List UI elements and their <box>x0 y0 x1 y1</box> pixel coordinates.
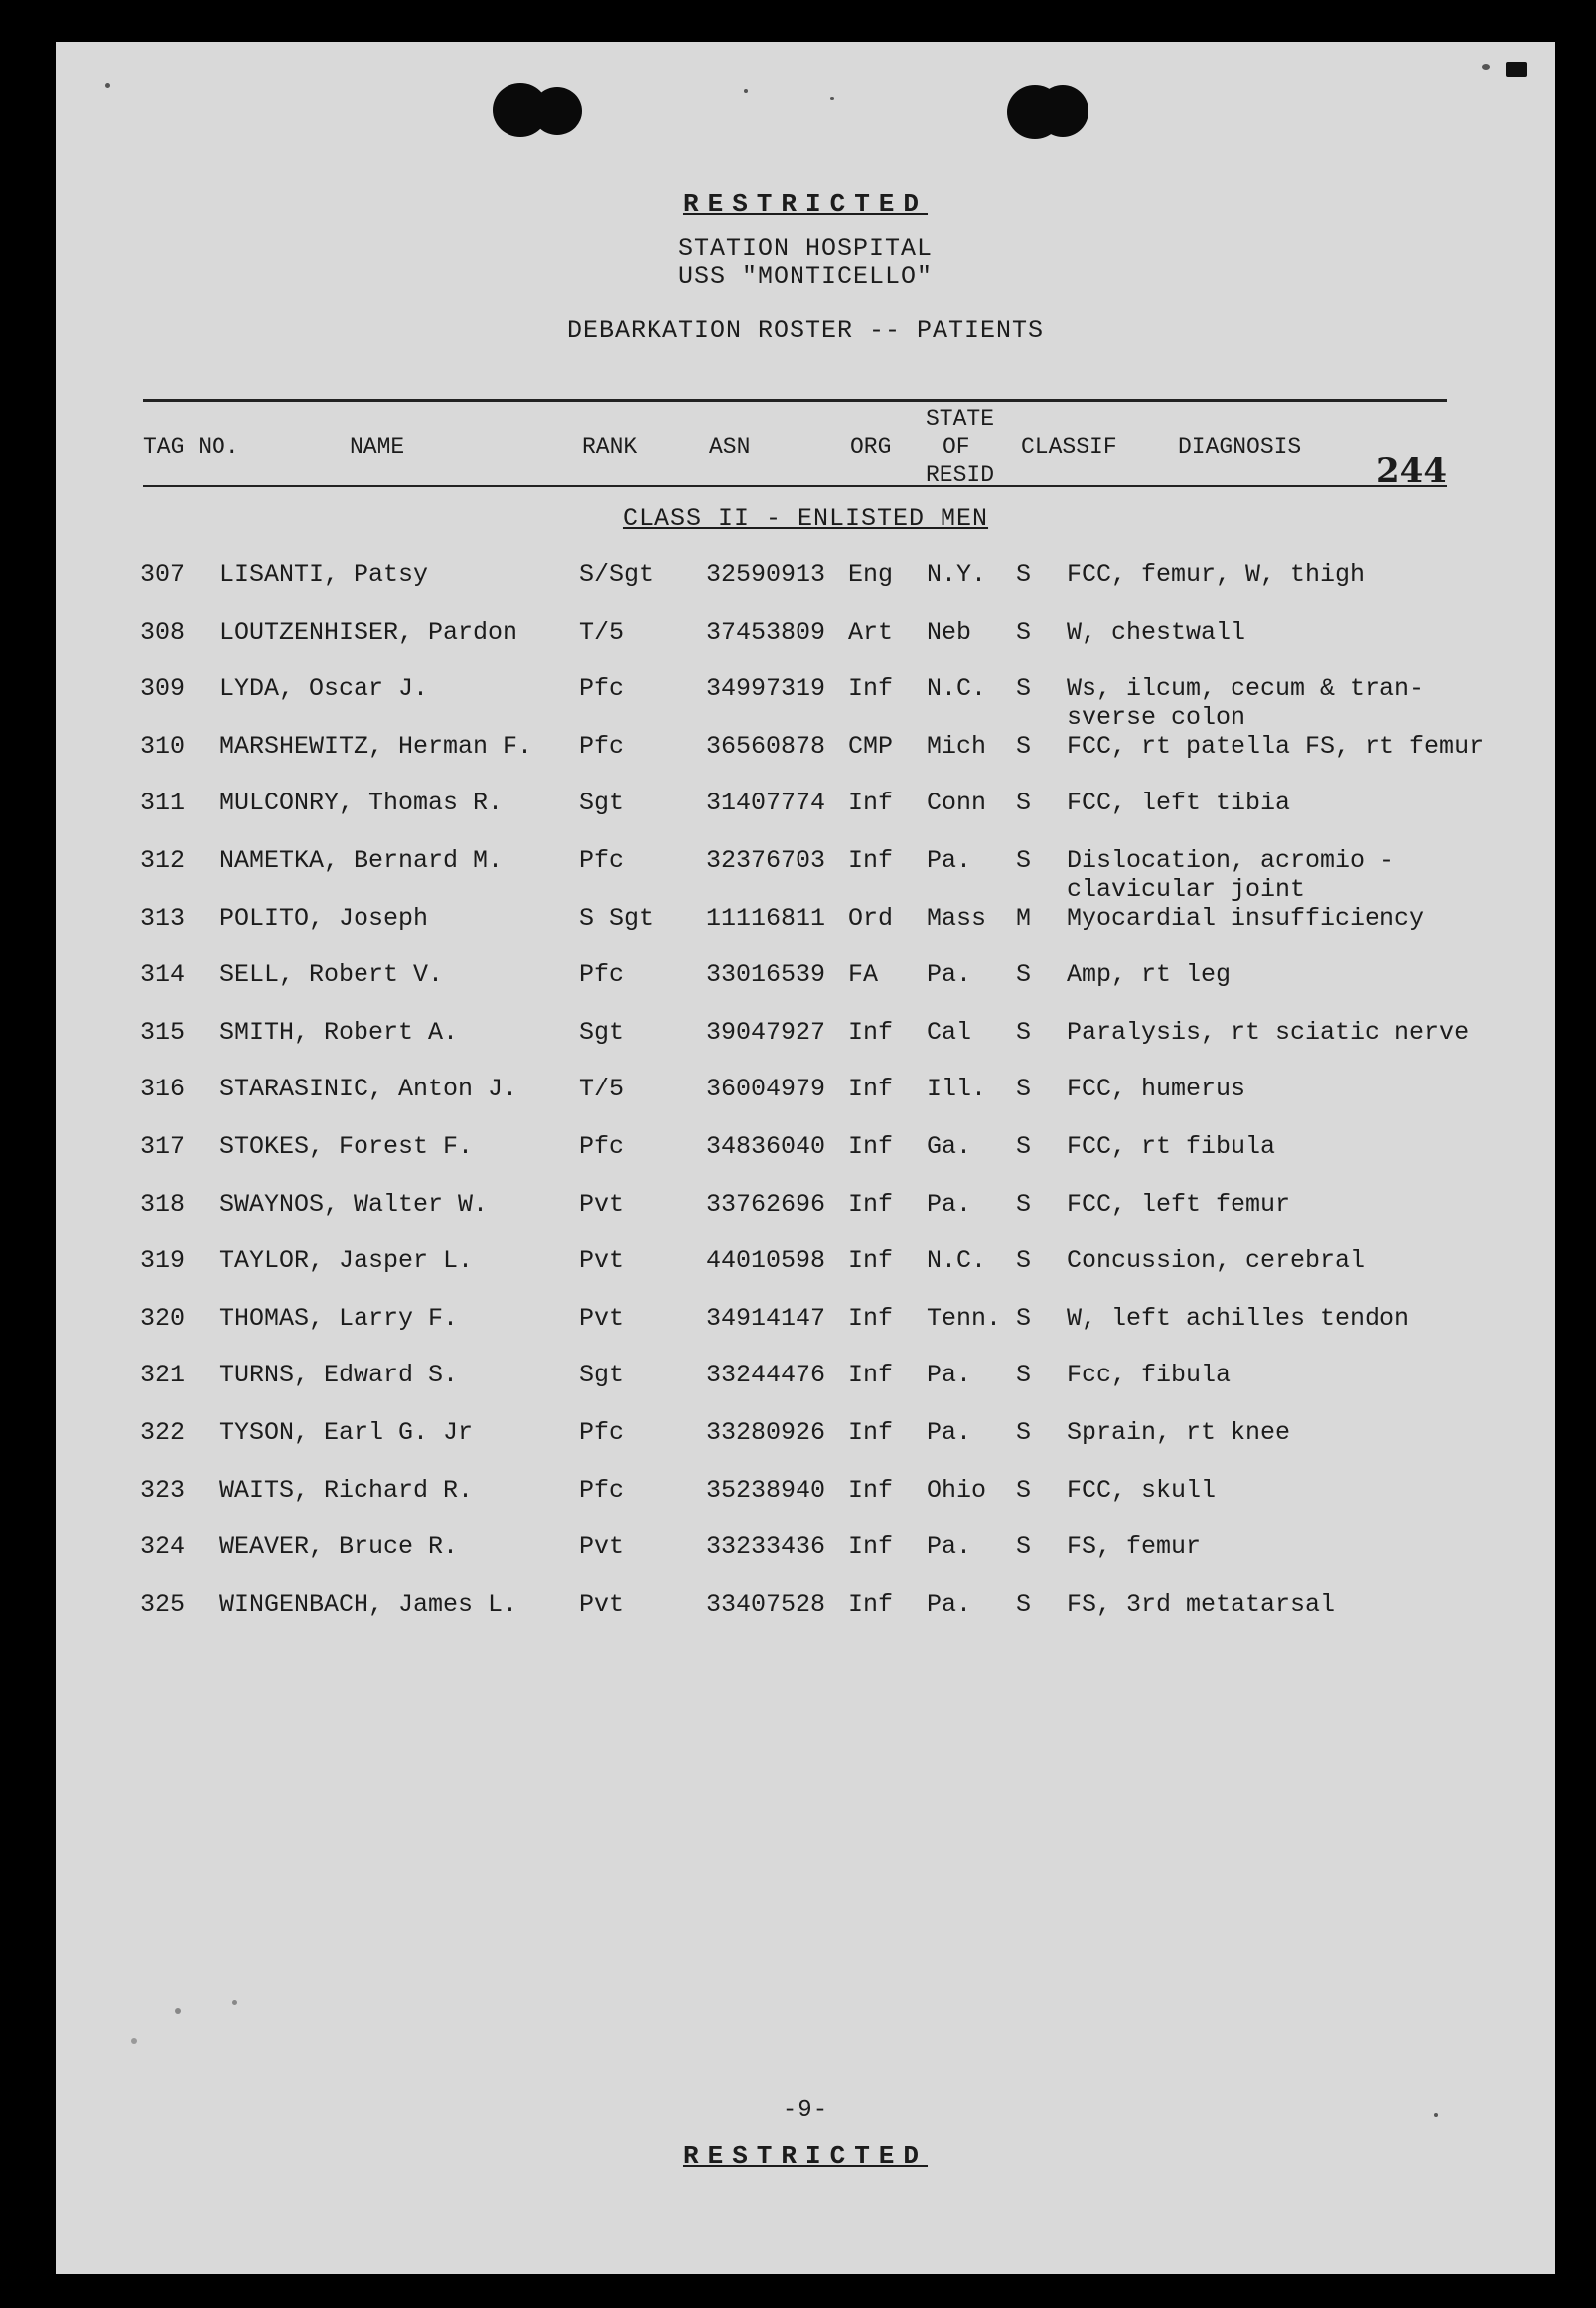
cell-asn: 33407528 <box>706 1590 826 1619</box>
cell-org: Inf <box>848 846 894 875</box>
cell-tag: 322 <box>140 1418 186 1447</box>
cell-asn: 44010598 <box>706 1246 826 1275</box>
cell-rank: Pfc <box>579 1476 625 1505</box>
cell-tag: 313 <box>140 904 186 933</box>
cell-org: Art <box>848 618 894 647</box>
cell-rank: Sgt <box>579 1018 625 1047</box>
table-row <box>56 1361 1555 1420</box>
cell-tag: 319 <box>140 1246 186 1275</box>
cell-state: Pa. <box>927 1590 972 1619</box>
cell-diagnosis: Dislocation, acromio - clavicular joint <box>1067 846 1395 904</box>
cell-org: Inf <box>848 1075 894 1103</box>
cell-asn: 32590913 <box>706 560 826 589</box>
cell-rank: Pfc <box>579 1132 625 1161</box>
cell-org: Eng <box>848 560 894 589</box>
cell-tag: 325 <box>140 1590 186 1619</box>
table-row <box>56 1190 1555 1249</box>
page-stamp-number: 244 <box>1377 451 1447 491</box>
cell-name: NAMETKA, Bernard M. <box>219 846 504 875</box>
cell-classif: S <box>1016 1532 1032 1561</box>
table-row <box>56 1246 1555 1306</box>
table-row <box>56 1132 1555 1192</box>
cell-name: MARSHEWITZ, Herman F. <box>219 732 533 761</box>
cell-org: Inf <box>848 1304 894 1333</box>
cell-rank: Sgt <box>579 1361 625 1389</box>
cell-name: THOMAS, Larry F. <box>219 1304 459 1333</box>
cell-asn: 34914147 <box>706 1304 826 1333</box>
punch-hole <box>532 87 582 135</box>
cell-classif: S <box>1016 1476 1032 1505</box>
cell-state: Pa. <box>927 1532 972 1561</box>
cell-tag: 324 <box>140 1532 186 1561</box>
table-row <box>56 1590 1555 1650</box>
cell-tag: 323 <box>140 1476 186 1505</box>
speck <box>830 97 834 100</box>
cell-state: Pa. <box>927 1190 972 1219</box>
cell-org: CMP <box>848 732 894 761</box>
cell-diagnosis: FS, 3rd metatarsal <box>1067 1590 1336 1619</box>
cell-diagnosis: Ws, ilcum, cecum & tran-sverse colon <box>1067 674 1425 732</box>
cell-rank: T/5 <box>579 1075 625 1103</box>
cell-state: N.C. <box>927 674 987 703</box>
cell-asn: 39047927 <box>706 1018 826 1047</box>
speck <box>131 2038 137 2044</box>
cell-org: Inf <box>848 1532 894 1561</box>
cell-name: SMITH, Robert A. <box>219 1018 459 1047</box>
cell-diagnosis: Concussion, cerebral <box>1067 1246 1366 1275</box>
cell-org: FA <box>848 960 879 989</box>
section-heading: CLASS II - ENLISTED MEN <box>622 505 989 533</box>
cell-org: Inf <box>848 1476 894 1505</box>
table-row <box>56 1018 1555 1078</box>
punch-hole <box>1037 85 1088 137</box>
cell-rank: Pfc <box>579 732 625 761</box>
cell-rank: Pvt <box>579 1190 625 1219</box>
cell-diagnosis: FCC, humerus <box>1067 1075 1246 1103</box>
cell-classif: S <box>1016 674 1032 703</box>
cell-name: STARASINIC, Anton J. <box>219 1075 518 1103</box>
cell-diagnosis: Paralysis, rt sciatic nerve <box>1067 1018 1470 1047</box>
cell-name: WEAVER, Bruce R. <box>219 1532 459 1561</box>
cell-asn: 36560878 <box>706 732 826 761</box>
cell-diagnosis: W, left achilles tendon <box>1067 1304 1410 1333</box>
cell-diagnosis: FCC, rt patella FS, rt femur <box>1067 732 1485 761</box>
table-row <box>56 789 1555 848</box>
cell-name: WINGENBACH, James L. <box>219 1590 518 1619</box>
cell-name: SWAYNOS, Walter W. <box>219 1190 489 1219</box>
cell-asn: 32376703 <box>706 846 826 875</box>
page-number: -9- <box>782 2097 829 2124</box>
cell-state: Mich <box>927 732 987 761</box>
speck <box>1482 64 1490 70</box>
cell-classif: S <box>1016 618 1032 647</box>
cell-classif: S <box>1016 789 1032 817</box>
cell-classif: S <box>1016 1418 1032 1447</box>
cell-tag: 311 <box>140 789 186 817</box>
cell-name: LISANTI, Patsy <box>219 560 429 589</box>
cell-org: Inf <box>848 789 894 817</box>
table-row <box>56 1418 1555 1478</box>
speck <box>744 89 748 93</box>
cell-classif: S <box>1016 1361 1032 1389</box>
header-state-3: RESID <box>926 462 995 488</box>
header-state-1: STATE <box>926 406 995 432</box>
header-state-2: OF <box>943 434 970 460</box>
table-row <box>56 1532 1555 1592</box>
cell-name: LOUTZENHISER, Pardon <box>219 618 518 647</box>
cell-classif: S <box>1016 960 1032 989</box>
header-bottom-rule <box>143 485 1447 487</box>
cell-rank: S/Sgt <box>579 560 654 589</box>
cell-state: Pa. <box>927 1418 972 1447</box>
cell-name: TAYLOR, Jasper L. <box>219 1246 474 1275</box>
cell-classif: S <box>1016 732 1032 761</box>
cell-tag: 309 <box>140 674 186 703</box>
table-row <box>56 674 1555 734</box>
cell-tag: 316 <box>140 1075 186 1103</box>
cell-diagnosis: Fcc, fibula <box>1067 1361 1232 1389</box>
cell-name: POLITO, Joseph <box>219 904 429 933</box>
cell-rank: Pvt <box>579 1532 625 1561</box>
cell-org: Ord <box>848 904 894 933</box>
header-asn: ASN <box>709 434 751 460</box>
header-tag: TAG NO. <box>143 434 239 460</box>
cell-classif: S <box>1016 1304 1032 1333</box>
cell-diagnosis: FCC, rt fibula <box>1067 1132 1276 1161</box>
cell-state: Tenn. <box>927 1304 1002 1333</box>
cell-tag: 317 <box>140 1132 186 1161</box>
header-rank: RANK <box>582 434 638 460</box>
cell-name: TYSON, Earl G. Jr <box>219 1418 474 1447</box>
cell-rank: Pfc <box>579 1418 625 1447</box>
cell-classif: M <box>1016 904 1032 933</box>
cell-state: N.Y. <box>927 560 987 589</box>
cell-rank: Pvt <box>579 1304 625 1333</box>
table-row <box>56 1075 1555 1134</box>
cell-state: Ga. <box>927 1132 972 1161</box>
corner-mark <box>1506 62 1527 77</box>
table-row <box>56 618 1555 677</box>
cell-asn: 33016539 <box>706 960 826 989</box>
cell-diagnosis: FCC, skull <box>1067 1476 1217 1505</box>
cell-diagnosis: FCC, femur, W, thigh <box>1067 560 1366 589</box>
cell-state: Ohio <box>927 1476 987 1505</box>
cell-name: SELL, Robert V. <box>219 960 444 989</box>
table-row <box>56 732 1555 792</box>
table-row <box>56 1476 1555 1535</box>
cell-asn: 33244476 <box>706 1361 826 1389</box>
cell-asn: 11116811 <box>706 904 826 933</box>
document-title: DEBARKATION ROSTER -- PATIENTS <box>566 316 1045 345</box>
cell-name: LYDA, Oscar J. <box>219 674 429 703</box>
cell-asn: 34836040 <box>706 1132 826 1161</box>
cell-org: Inf <box>848 1018 894 1047</box>
cell-org: Inf <box>848 1361 894 1389</box>
cell-tag: 318 <box>140 1190 186 1219</box>
cell-org: Inf <box>848 1590 894 1619</box>
cell-state: Pa. <box>927 960 972 989</box>
table-row <box>56 846 1555 906</box>
cell-diagnosis: FS, femur <box>1067 1532 1202 1561</box>
cell-name: WAITS, Richard R. <box>219 1476 474 1505</box>
table-row <box>56 560 1555 620</box>
cell-name: MULCONRY, Thomas R. <box>219 789 504 817</box>
cell-classif: S <box>1016 1190 1032 1219</box>
cell-asn: 35238940 <box>706 1476 826 1505</box>
header-top-rule <box>143 399 1447 402</box>
speck <box>105 83 110 88</box>
cell-rank: Pfc <box>579 846 625 875</box>
cell-state: Mass <box>927 904 987 933</box>
cell-asn: 36004979 <box>706 1075 826 1103</box>
header-name: NAME <box>350 434 405 460</box>
cell-asn: 33233436 <box>706 1532 826 1561</box>
cell-asn: 33762696 <box>706 1190 826 1219</box>
cell-rank: Pvt <box>579 1246 625 1275</box>
cell-tag: 308 <box>140 618 186 647</box>
cell-tag: 307 <box>140 560 186 589</box>
cell-diagnosis: Amp, rt leg <box>1067 960 1232 989</box>
speck <box>175 2008 181 2014</box>
cell-rank: S Sgt <box>579 904 654 933</box>
cell-tag: 320 <box>140 1304 186 1333</box>
cell-rank: Pfc <box>579 960 625 989</box>
cell-state: Neb <box>927 618 972 647</box>
cell-tag: 321 <box>140 1361 186 1389</box>
cell-asn: 34997319 <box>706 674 826 703</box>
cell-tag: 310 <box>140 732 186 761</box>
cell-classif: S <box>1016 846 1032 875</box>
cell-name: STOKES, Forest F. <box>219 1132 474 1161</box>
cell-asn: 33280926 <box>706 1418 826 1447</box>
cell-classif: S <box>1016 1018 1032 1047</box>
table-row <box>56 960 1555 1020</box>
bottom-restricted-stamp: RESTRICTED <box>682 2141 929 2171</box>
cell-classif: S <box>1016 1075 1032 1103</box>
cell-classif: S <box>1016 1590 1032 1619</box>
cell-tag: 314 <box>140 960 186 989</box>
cell-classif: S <box>1016 1246 1032 1275</box>
document-page <box>56 42 1555 2274</box>
header-classif: CLASSIF <box>1021 434 1117 460</box>
cell-classif: S <box>1016 560 1032 589</box>
cell-rank: Sgt <box>579 789 625 817</box>
cell-rank: Pfc <box>579 674 625 703</box>
cell-org: Inf <box>848 1246 894 1275</box>
header-org: ORG <box>850 434 892 460</box>
cell-diagnosis: W, chestwall <box>1067 618 1246 647</box>
cell-diagnosis: Myocardial insufficiency <box>1067 904 1425 933</box>
cell-name: TURNS, Edward S. <box>219 1361 459 1389</box>
cell-state: Conn <box>927 789 987 817</box>
table-row <box>56 1304 1555 1364</box>
cell-diagnosis: Sprain, rt knee <box>1067 1418 1291 1447</box>
cell-org: Inf <box>848 1190 894 1219</box>
cell-org: Inf <box>848 674 894 703</box>
header-diagnosis: DIAGNOSIS <box>1178 434 1302 460</box>
top-restricted-stamp: RESTRICTED <box>682 189 929 218</box>
cell-asn: 37453809 <box>706 618 826 647</box>
cell-tag: 315 <box>140 1018 186 1047</box>
speck <box>232 2000 237 2005</box>
table-row <box>56 904 1555 963</box>
cell-diagnosis: FCC, left tibia <box>1067 789 1291 817</box>
cell-asn: 31407774 <box>706 789 826 817</box>
cell-state: Ill. <box>927 1075 987 1103</box>
cell-state: Pa. <box>927 846 972 875</box>
cell-rank: T/5 <box>579 618 625 647</box>
cell-rank: Pvt <box>579 1590 625 1619</box>
cell-classif: S <box>1016 1132 1032 1161</box>
cell-diagnosis: FCC, left femur <box>1067 1190 1291 1219</box>
cell-state: Pa. <box>927 1361 972 1389</box>
org-line-1: STATION HOSPITAL <box>677 234 934 263</box>
cell-tag: 312 <box>140 846 186 875</box>
cell-org: Inf <box>848 1132 894 1161</box>
cell-state: N.C. <box>927 1246 987 1275</box>
cell-state: Cal <box>927 1018 972 1047</box>
org-line-2: USS "MONTICELLO" <box>677 262 934 291</box>
cell-org: Inf <box>848 1418 894 1447</box>
